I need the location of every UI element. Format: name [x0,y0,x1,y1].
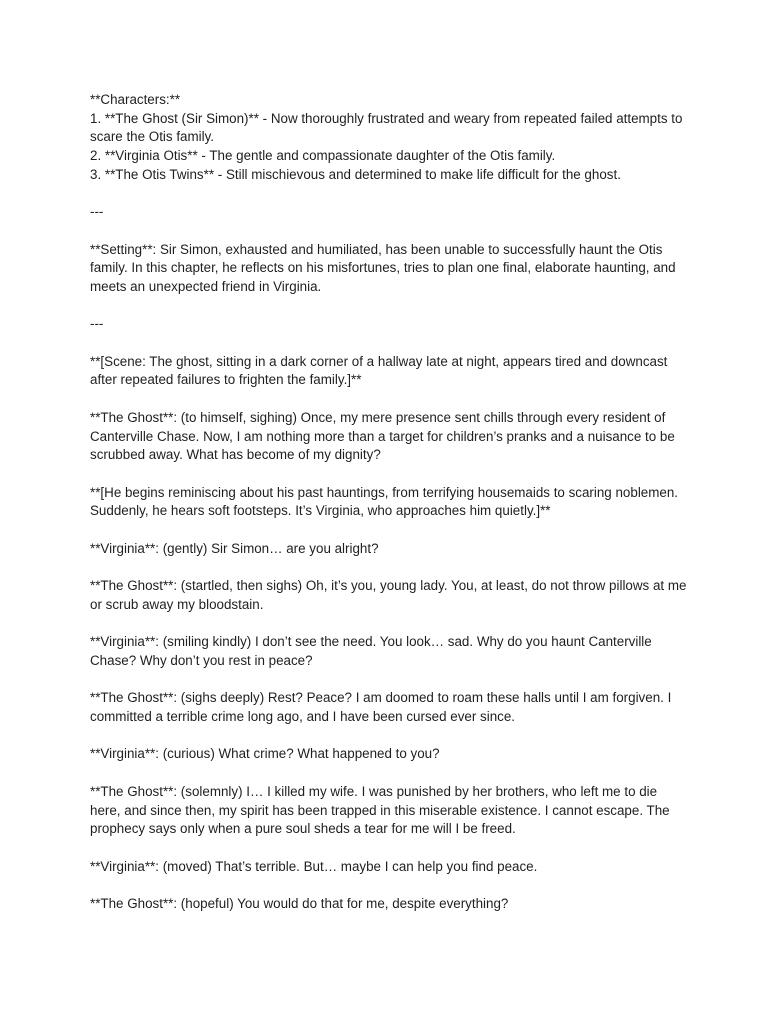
dialogue-line: **Virginia**: (curious) What crime? What happened to you? [90,746,440,762]
dialogue-line: **Virginia**: (smiling kindly) I don’t see the need. You look… sad. Why do you haunt Canterville Chase? Why don’t you rest in peace? [90,634,652,668]
dialogue-line: **The Ghost**: (hopeful) You would do that for me, despite everything? [90,896,509,912]
document-body [90,91,690,932]
divider: --- [90,204,104,220]
dialogue-line: **The Ghost**: (solemnly) I… I killed my wife. I was punished by her brothers, who left me to die here, and since then, my spirit has been trapped in this miserable existence. I cannot escape. The prophecy says only when a pure soul sheds a tear for me will I be freed. [90,783,670,837]
character-item: 1. **The Ghost (Sir Simon)** - Now thoroughly frustrated and weary from repeated failed attempts to scare the Otis family. [90,110,683,145]
divider: --- [90,316,104,332]
character-item: 3. **The Otis Twins** - Still mischievous and determined to make life difficult for the ghost. [90,166,621,182]
dialogue-line: **The Ghost**: (sighs deeply) Rest? Peace? I am doomed to roam these halls until I am forgiven. I committed a terrible crime long ago, and I have been cursed ever since. [90,690,672,725]
dialogue-line: **Virginia**: (gently) Sir Simon… are you alright? [90,540,379,556]
characters-heading: **Characters:** [90,92,181,107]
character-item: 2. **Virginia Otis** - The gentle and compassionate daughter of the Otis family. [90,148,556,164]
dialogue-line: **Virginia**: (moved) That’s terrible. But… maybe I can help you find peace. [90,858,538,874]
dialogue-line: **The Ghost**: (to himself, sighing) Once, my mere presence sent chills through every resident of Canterville Chase. Now, I am nothing more than a target for children’s pranks and a nuisance to be scrubbed away. What has become of my dignity? [90,409,675,463]
setting-paragraph: **Setting**: Sir Simon, exhausted and humiliated, has been unable to successfully haunt the Otis family. In this chapter, he reflects on his misfortunes, tries to plan one final, elaborate haunting, and meets an unexpected friend in Virginia. [90,241,676,294]
stage-direction: **[He begins reminiscing about his past hauntings, from terrifying housemaids to scaring noblemen. Suddenly, he hears soft footsteps. It’s Virginia, who approaches him quietly.]** [90,484,679,519]
dialogue-line: **The Ghost**: (startled, then sighs) Oh, it’s you, young lady. You, at least, do not throw pillows at me or scrub away my bloodstain. [90,578,687,612]
stage-direction: **[Scene: The ghost, sitting in a dark corner of a hallway late at night, appears tired and downcast after repeated failures to frighten the family.]** [90,353,668,388]
